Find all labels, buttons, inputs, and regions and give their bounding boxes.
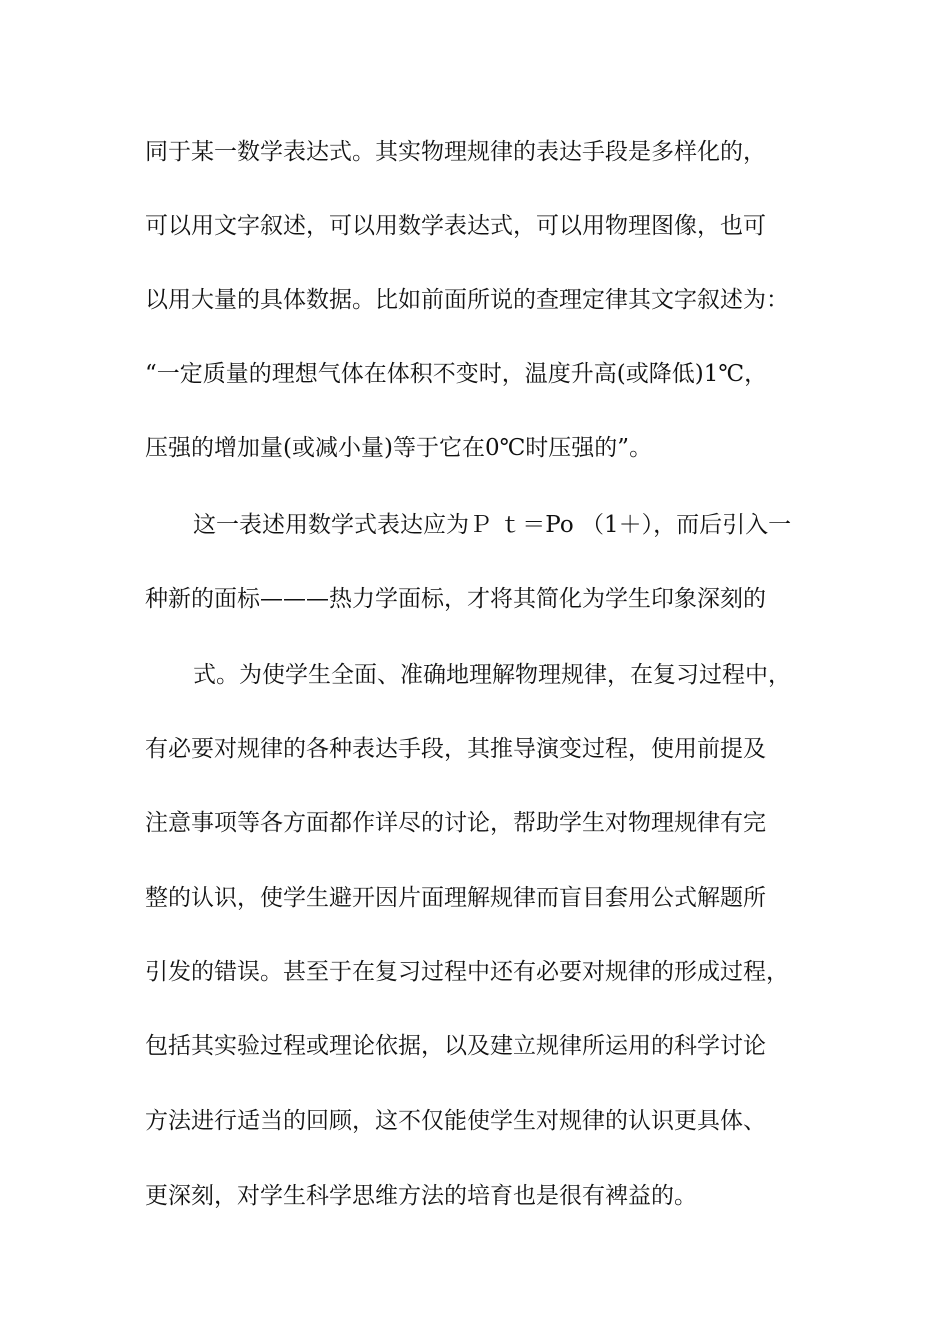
text-line: 更深刻，对学生科学思维方法的培育也是很有裨益的。	[145, 1183, 697, 1209]
text-line: 方法进行适当的回顾，这不仅能使学生对规律的认识更具体、	[145, 1108, 766, 1134]
text-line: 引发的错误。甚至于在复习过程中还有必要对规律的形成过程，	[145, 959, 789, 985]
text-line-indented: 这一表述用数学式表达应为Ｐ ｔ＝Po （1＋），而后引入一	[193, 512, 792, 538]
text-line: 整的认识，使学生避开因片面理解规律而盲目套用公式解题所	[145, 885, 766, 911]
text-line: 有必要对规律的各种表达手段，其推导演变过程，使用前提及	[145, 736, 766, 762]
text-line-indented: 式。为使学生全面、准确地理解物理规律，在复习过程中，	[193, 662, 791, 688]
text-line: 以用大量的具体数据。比如前面所说的查理定律其文字叙述为：	[145, 287, 789, 313]
text-line: 压强的增加量(或减小量)等于它在0℃时压强的”。	[145, 435, 653, 461]
text-line: 同于某一数学表达式。其实物理规律的表达手段是多样化的，	[145, 139, 766, 165]
text-line: 注意事项等各方面都作详尽的讨论，帮助学生对物理规律有完	[145, 810, 766, 836]
text-line: 种新的面标———热力学面标，才将其简化为学生印象深刻的	[145, 586, 766, 612]
text-line: 可以用文字叙述，可以用数学表达式，可以用物理图像，也可	[145, 213, 766, 239]
text-line: 包括其实验过程或理论依据，以及建立规律所运用的科学讨论	[145, 1033, 766, 1059]
text-line: “一定质量的理想气体在体积不变时，温度升高(或降低)1℃，	[145, 361, 768, 387]
